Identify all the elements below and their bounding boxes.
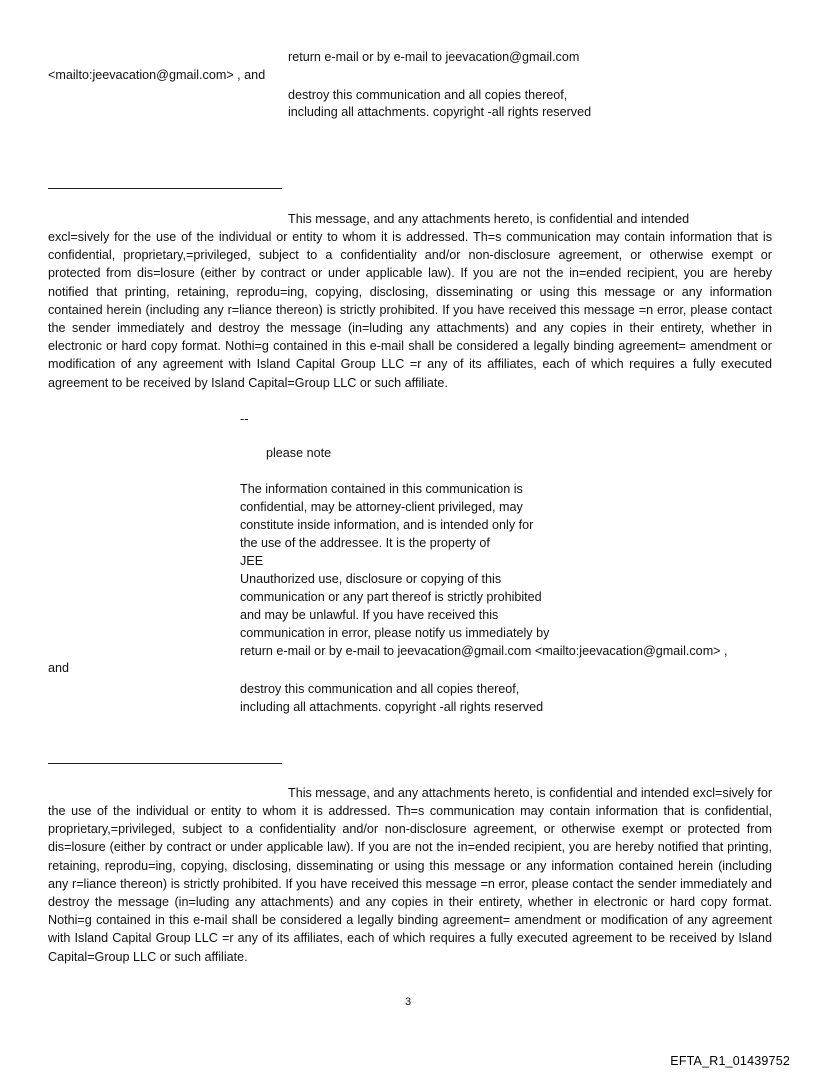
top-notice-line-3: destroy this communication and all copies thereof, <box>288 88 568 102</box>
signature-line: communication in error, please notify us immediately by <box>240 626 550 640</box>
disclaimer-2-first-line: This message, and any attachments hereto, is confidential and intended excl=sively for <box>288 786 773 800</box>
divider-rule-2 <box>48 763 282 764</box>
signature-line: the use of the addressee. It is the property of <box>240 536 490 550</box>
disclaimer-1-body: excl=sively for the use of the individual or entity to whom it is addressed. Th=s communication may contain information that is confidential, proprietary,=privileged, subject to a confidentiality and/or non-disclosure agreement, or otherwise exempt or protected from dis=losure (either by contract or under applicable law). If you are not the in=ended recipient, you are hereby notified that printing, retaining, reprodu=ing, copying, disclosing, disseminating or using this message or any information contained herein (including any r=liance thereon) is strictly prohibited. If you have received this message =n error, please contact the sender immediately and destroy the message (in=luding any attachments) and any copies in their entirety, whether in electronic or hard copy format. Nothi=g contained in this e-mail shall be considered a legally binding agreement= amendment or modification of any agreement with Island Capital Group LLC =r any of its affiliates, each of which requires a fully executed agreement to be received by Island Capital=Group LLC or such affiliate. <box>48 230 772 390</box>
top-notice-line-2: <mailto:jeevacation@gmail.com> , and <box>48 68 266 82</box>
disclaimer-2-body: the use of the individual or entity to whom it is addressed. Th=s communication may contain information that is confidential, proprietary,=privileged, subject to a confidentiality and/or non-disclosure agreement, or otherwise exempt or protected from dis=losure (either by contract or under applicable law). If you are not the in=ended recipient, you are hereby notified that printing, retaining, reprodu=ing, copying, disclosing, disseminating or using this message or any information contained herein (including any r=liance thereon) is strictly prohibited. If you have received this message =n error, please contact the sender immediately and destroy the message (in=luding any attachments) and any copies in their entirety, whether in electronic or hard copy format. Nothi=g contained in this e-mail shall be considered a legally binding agreement= amendment or modification of any agreement with Island Capital Group LLC =r any of its affiliates, each of which requires a fully executed agreement to be received by Island Capital=Group LLC or such affiliate. <box>48 804 772 964</box>
signature-line: Unauthorized use, disclosure or copying of this <box>240 572 502 586</box>
signature-and: and <box>48 661 70 675</box>
disclaimer-1-first-line: This message, and any attachments hereto, is confidential and intended <box>288 212 690 226</box>
signature-line: return e-mail or by e-mail to jeevacation@gmail.com <mailto:jeevacation@gmail.com> , <box>240 644 728 658</box>
signature-closing-line: including all attachments. copyright -all rights reserved <box>240 700 544 714</box>
signature-line: and may be unlawful. If you have received this <box>240 608 499 622</box>
signature-closing-line: destroy this communication and all copies thereof, <box>240 682 520 696</box>
bates-stamp: EFTA_R1_01439752 <box>670 1054 790 1068</box>
signature-line: confidential, may be attorney-client privileged, may <box>240 500 523 514</box>
signature-line: communication or any part thereof is strictly prohibited <box>240 590 542 604</box>
signature-line: constitute inside information, and is intended only for <box>240 518 534 532</box>
top-notice-line-1: return e-mail or by e-mail to jeevacation@gmail.com <box>288 50 580 64</box>
please-note-label: please note <box>266 446 332 460</box>
top-notice-line-4: including all attachments. copyright -all rights reserved <box>288 105 592 119</box>
page-number: 3 <box>404 996 412 1008</box>
signature-line: JEE <box>240 554 264 568</box>
divider-rule-1 <box>48 188 282 189</box>
signature-dashes: -- <box>240 412 249 426</box>
signature-line: The information contained in this communication is <box>240 482 523 496</box>
